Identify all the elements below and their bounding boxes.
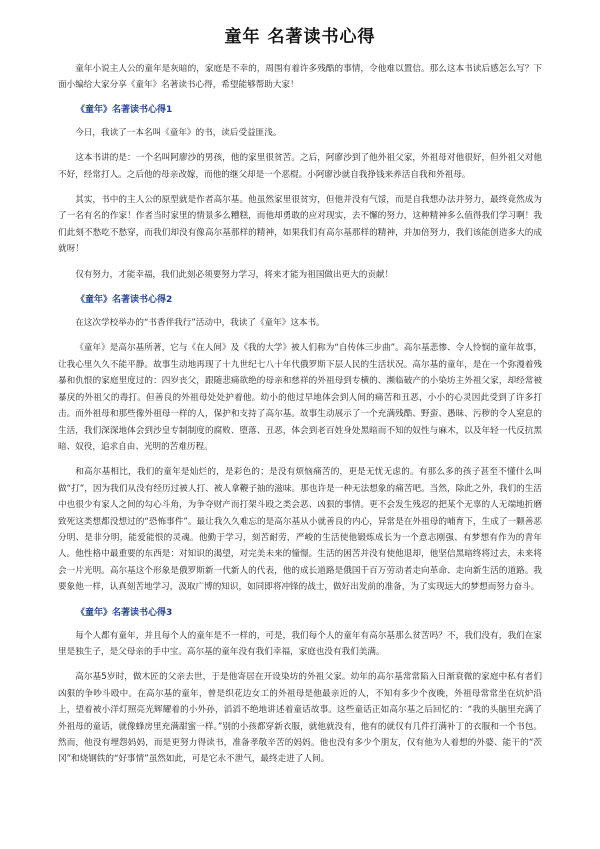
section2-paragraph: 《童年》是高尔基所著，它与《在人间》及《我的大学》被人们称为“自传体三步曲”。高尔基悲惨、令人怜悯的童年故事，让我心里久久不能平静。故事生动地再现了十九世纪七八十年代俄罗斯下层人民的生活状况。高尔基的童年，是在一个弥漫着残暴和仇恨的家庭里度过的：四岁丧父，跟随悲痛欲绝的母亲和慈祥的外祖母到专横的、濒临破产的小染坊主外祖父家，却经常被暴戾的外祖父的毒打。但善良的外祖母处处护着他。幼小的他过早地体会到人间的痛苦和丑恶，小小的心灵因此受到了许多打击。而外祖母和那些像外祖母一样的人，保护和支持了高尔基。故事生动展示了一个充满残酷、野蛮、愚昧、污秽的令人窒息的生活，我们深深地体会到沙皇专制制度的腐败、堕落、丑恶，体会到老百姓身处黑暗而不知的奴性与麻木，以及年轻一代反抗黑暗、奴役，追求自由、光明的苦难历程。 (58, 343, 542, 452)
section2-paragraph: 在这次学校举办的“书香伴我行”活动中，我读了《童年》这本书。 (75, 318, 325, 329)
section-heading-3: 《童年》名著读书心得3 (76, 607, 173, 618)
page-title: 童年 名著读书心得 (224, 27, 376, 47)
section1-paragraph: 其实，书中的主人公的原型就是作者高尔基。他虽然家里很贫穷，但他并没有气馁，而是自我想办法并努力，最终竟然成为了一名有名的作家！作者当时家里的情景多么糟糕，而他却勇敢的应对现实，去不懈的努力，这种精神多么值得我们学习啊！我们此刻不愁吃不愁穿，而我们却没有像高尔基那样的精神，如果我们有高尔基那样的精神，并加倍努力，我们该能创造多大的成就呀！ (58, 195, 542, 255)
section-heading-2: 《童年》名著读书心得2 (76, 295, 173, 306)
section1-paragraph: 这本书讲的是：一个名叫阿廖沙的男孩，他的家里很贫苦。之后，阿廖沙到了他外祖父家，外祖母对他很好，但外祖父对他不好，经常打人。之后他的母亲改嫁，而他的继父却是一个恶棍。小阿廖沙就自我挣钱来养活自我和外祖母。 (58, 153, 542, 180)
section2-paragraph: 和高尔基相比，我们的童年是灿烂的，是彩色的；是没有烦恼痛苦的，更是无忧无虑的。有那么多的孩子甚至不懂什么叫做“打”，因为我们从没有经历过被人打、被人拿鞭子抽的滋味。那也许是一种无法想象的痛苦吧。当然，除此之外，我们的生活中也很少有家人之间的勾心斗角，为争夺财产而打架斗殴之类会恶、凶狠的事情。更不会发生残忍的把某个无辜的人无端地折磨致死这类想都没想过的“恐怖事件”。最让我久久难忘的是高尔基从小就善良的内心，异常是在外祖母的哺育下，生成了一颗善恶分明、是非分明，能爱能恨的灵魂。他勤于学习，刻苦耐劳，严峻的生活使他锻炼成长为一个意志刚强、有梦想有作为的青年人。他性格中最重要的东西是：对知识的渴望，对完美未来的憧憬。生活的困苦并没有使他退却，他坚信黑暗终将过去，未来将会一片光明。高尔基这个形象是俄罗斯新一代新人的代表，他的成长道路是俄国千百万劳动者走向革命、走向新生活的道路。我要象他一样，认真刻苦地学习，汲取广博的知识，如同即将冲锋的战士，做好出发前的准备，为了实现远大的梦想而努力奋斗。 (58, 467, 542, 593)
section1-paragraph: 仅有努力，才能幸福，我们此刻必须要努力学习，将来才能为祖国做出更大的贡献！ (75, 269, 394, 280)
intro-paragraph: 童年小说主人公的童年是灰暗的，家庭是不幸的，周围有着许多残酷的事情，令他难以置信。那么这本书读后感怎么写？下面小编给大家分享《童年》名著读书心得，希望能够帮助大家！ (58, 64, 542, 91)
section1-paragraph: 今日，我读了一本名叫《童年》的书，读后受益匪浅。 (75, 127, 282, 138)
section3-paragraph: 每个人都有童年，并且每个人的童年是不一样的，可是，我们每个人的童年有高尔基那么贫苦吗？不，我们没有，我们在家里是独生子，是父母亲的手中宝。高尔基的童年没有我们幸福，家庭也没有我们美满。 (58, 630, 542, 657)
section3-paragraph: 高尔基5岁时，做木匠的父亲去世，于是他寄居在开设染坊的外祖父家。幼年的高尔基常常陷入日渐衰微的家庭中私有者们凶狠的争吵斗殴中。在高尔基的童年，曾是织花边女工的外祖母是他最亲近的人，不知有多少个夜晚，外祖母常常坐在炕炉沿上，望着被小洋灯照亮光辉耀着的小外孙，滔滔不绝地讲述着童话故事。这些童话正如高尔基之后回忆的：“我的头脑里充满了外祖母的童话，就像蜂房里充满甜蜜一样。”别的小孩都穿新衣服，就他就没有，他有的就仅有几件打满补丁的衣服和一个书包。然而，他没有埋怨妈妈，而是更努力得读书，准备孝敬辛苦的妈妈。他也没有多少个朋友，仅有他为人着想的外婆、能干的“茨冈”和烧钢铁的“好事情”虽然如此，可是它永不泄气，最终走进了人间。 (58, 672, 542, 765)
section-heading-1: 《童年》名著读书心得1 (76, 104, 173, 115)
